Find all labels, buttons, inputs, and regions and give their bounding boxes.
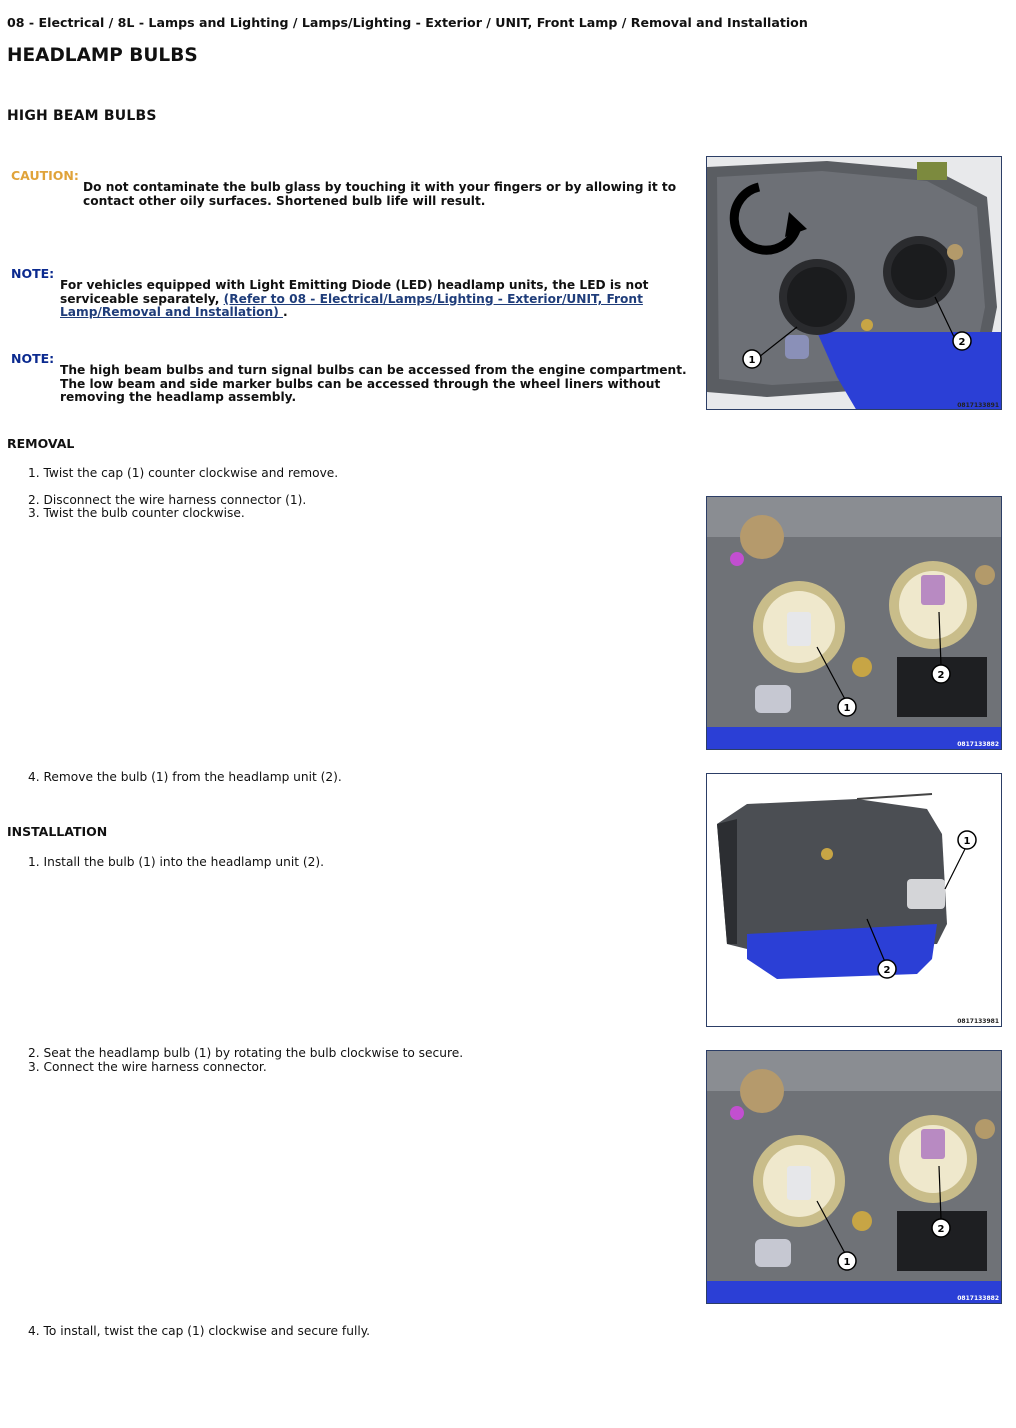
removal-step-2: 2. Disconnect the wire harness connector (1). xyxy=(28,493,307,507)
note2-line-2: The low beam and side marker bulbs can be accessed through the wheel liners without xyxy=(60,376,661,391)
refer-link[interactable]: (Refer to 08 - Electrical/Lamps/Lighting - Exterior/UNIT, Front xyxy=(223,291,643,306)
removal-step-4: 4. Remove the bulb (1) from the headlamp unit (2). xyxy=(28,770,342,784)
installation-heading: INSTALLATION xyxy=(7,824,108,839)
figure4-code: 0817133882 xyxy=(957,1295,999,1302)
note2-line-1: The high beam bulbs and turn signal bulbs can be accessed from the engine compartment. xyxy=(60,363,687,377)
figure-headlamp-rear xyxy=(706,156,1002,410)
installation-step-1: 1. Install the bulb (1) into the headlamp unit (2). xyxy=(28,855,325,869)
caution-line-1: Do not contaminate the bulb glass by touching it with your fingers or by allowing it to xyxy=(83,180,677,194)
figure1-callout-1: 1 xyxy=(748,355,756,366)
figure1-callout-2: 2 xyxy=(958,337,966,348)
note1-line-1: For vehicles equipped with Light Emitting Diode (LED) headlamp units, the LED is not xyxy=(60,278,649,292)
removal-step-3: 3. Twist the bulb counter clockwise. xyxy=(28,506,245,520)
caution-label: CAUTION: xyxy=(11,168,79,183)
figure1-code: 0817133891 xyxy=(957,402,999,409)
figure2-callout-2: 2 xyxy=(937,670,945,681)
installation-step-2: 2. Seat the headlamp bulb (1) by rotating the bulb clockwise to secure. xyxy=(28,1046,464,1060)
figure-bulb-seated xyxy=(706,1050,1002,1304)
note1-suffix: . xyxy=(283,305,288,320)
refer-link-continued[interactable]: Lamp/Removal and Installation) xyxy=(60,305,284,320)
breadcrumb: 08 - Electrical / 8L - Lamps and Lighting / Lamps/Lighting - Exterior / UNIT, Front Lamp / Removal and Installation xyxy=(7,15,808,30)
figure4-callout-1: 1 xyxy=(843,1257,851,1268)
note-label-2: NOTE: xyxy=(11,351,55,366)
figure3-code: 0817133981 xyxy=(957,1018,999,1025)
note1-prefix: serviceable separately, xyxy=(60,291,224,306)
section-subtitle: HIGH BEAM BULBS xyxy=(7,108,157,124)
note-text-1 xyxy=(60,279,680,320)
note-label-1: NOTE: xyxy=(11,266,55,281)
figure3-callout-1: 1 xyxy=(963,836,971,847)
figure-bulb-connector xyxy=(706,496,1002,750)
note-text-2 xyxy=(60,364,700,405)
figure2-callout-1: 1 xyxy=(843,703,851,714)
installation-step-3: 3. Connect the wire harness connector. xyxy=(28,1060,267,1074)
figure-headlamp-side xyxy=(706,773,1002,1027)
bulb-connector-illustration xyxy=(707,497,1002,750)
note1-line-3 xyxy=(60,306,680,320)
page-title: HEADLAMP BULBS xyxy=(7,45,198,66)
removal-heading: REMOVAL xyxy=(7,436,75,451)
headlamp-rear-illustration xyxy=(707,157,1002,410)
figure3-callout-2: 2 xyxy=(883,965,891,976)
figure2-code: 0817133882 xyxy=(957,741,999,748)
caution-text xyxy=(83,181,676,208)
figure4-callout-2: 2 xyxy=(937,1224,945,1235)
headlamp-side-illustration xyxy=(707,774,1002,1027)
installation-step-4: 4. To install, twist the cap (1) clockwise and secure fully. xyxy=(28,1324,371,1338)
note1-line-2 xyxy=(60,293,680,307)
caution-line-2: contact other oily surfaces. Shortened bulb life will result. xyxy=(83,193,486,208)
bulb-seated-illustration xyxy=(707,1051,1002,1304)
removal-step-1: 1. Twist the cap (1) counter clockwise and remove. xyxy=(28,466,339,480)
note2-line-3: removing the headlamp assembly. xyxy=(60,390,297,405)
